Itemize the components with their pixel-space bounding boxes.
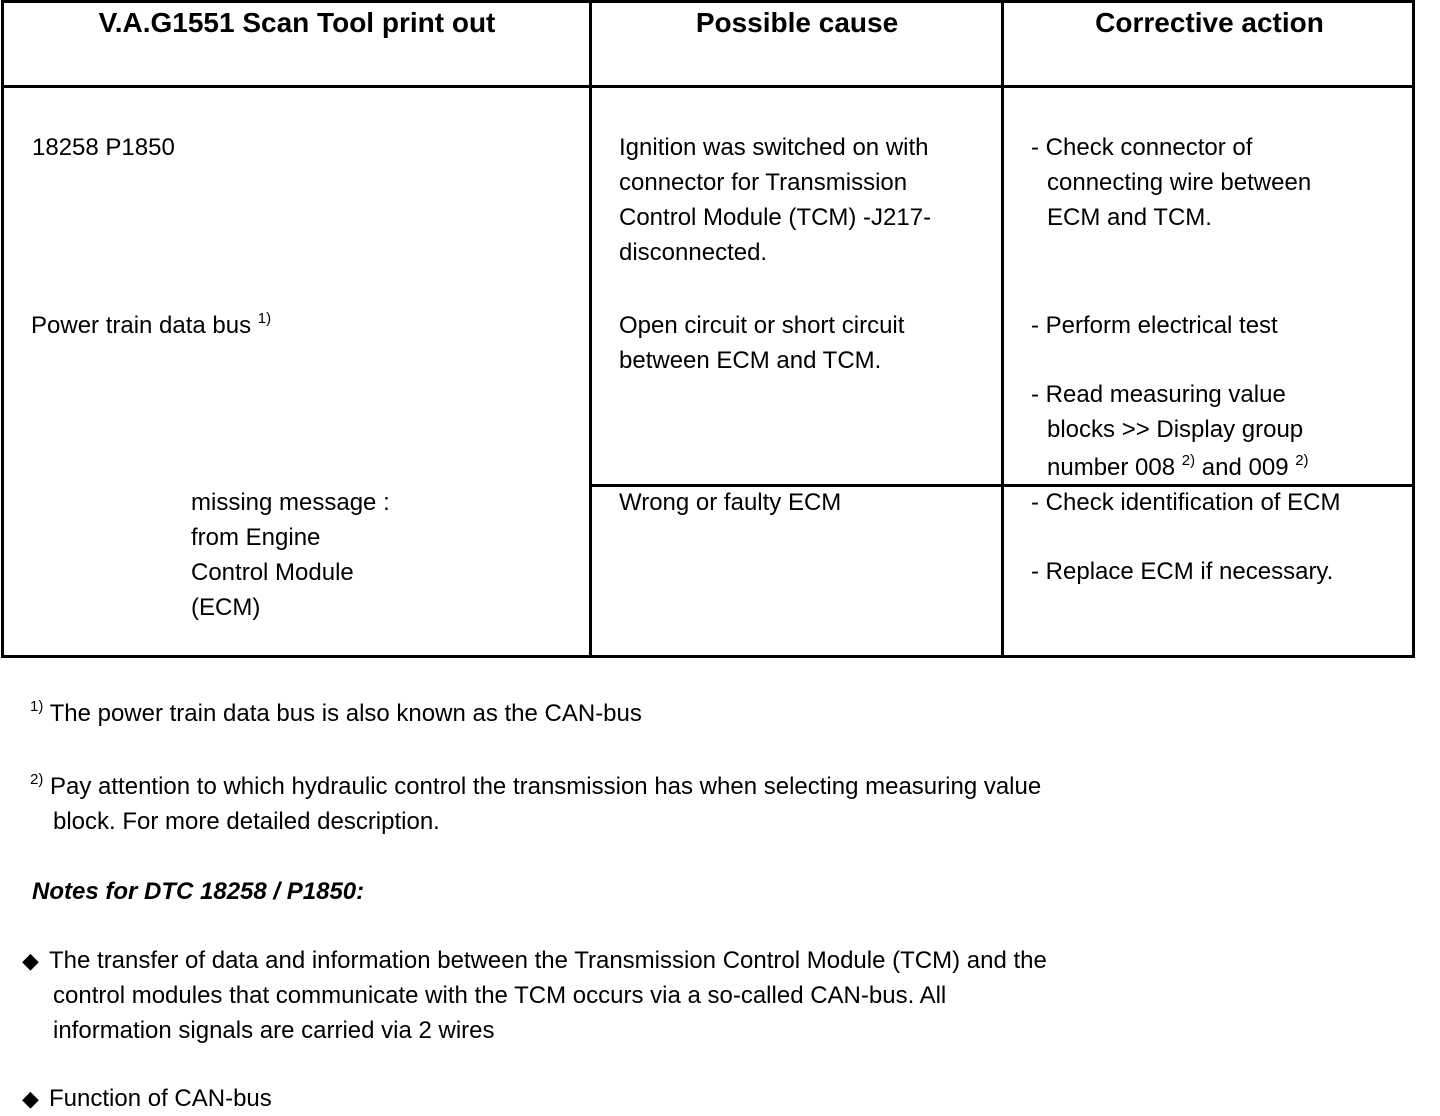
action-check-identification: - Check identification of ECM xyxy=(1031,489,1341,516)
column-divider-2 xyxy=(1001,0,1004,658)
action-read-measuring-value: - Read measuring value blocks >> Display group number 008 $^{2)}$ and 009 $^{2)}$ xyxy=(1031,381,1309,481)
header-divider xyxy=(1,85,1415,88)
diamond-bullet-icon: ◆ xyxy=(22,948,39,973)
action-replace-ecm: - Replace ECM if necessary. xyxy=(1031,558,1334,585)
cause-faulty-ecm: Wrong or faulty ECM xyxy=(619,489,842,516)
action-check-connector: - Check connector of connecting wire between ECM and TCM. xyxy=(1031,134,1312,231)
header-scan-tool: V.A.G1551 Scan Tool print out xyxy=(98,7,496,38)
header-possible-cause: Possible cause xyxy=(695,7,899,38)
action-electrical-test: - Perform electrical test xyxy=(1031,312,1278,339)
missing-message: missing message : from Engine Control Module (ECM) xyxy=(191,489,390,621)
cause-open-circuit: Open circuit or short circuit between ECM and TCM. xyxy=(619,312,905,374)
footnote-ref-1: 1) xyxy=(257,310,272,327)
power-train-data-bus-label: Power train data bus $^{1)}$ xyxy=(31,310,272,339)
note-bullet-can-bus-transfer: The transfer of data and information between the Transmission Control Module (TCM) and the control modules that communicate with the TCM occurs via a so-called CAN-bus. All information signals are carried via 2 wires xyxy=(49,947,1047,1044)
cause-ignition: Ignition was switched on with connector for Transmission Control Module (TCM) -J217- disconnected. xyxy=(619,134,932,266)
footnote-1: $^{1)}$ The power train data bus is also known as the CAN-bus xyxy=(30,698,642,727)
header-corrective-action: Corrective action xyxy=(1095,7,1324,38)
column-divider-1 xyxy=(589,0,592,658)
dtc-code: 18258 P1850 xyxy=(32,134,175,161)
footnote-2: $^{2)}$ Pay attention to which hydraulic control the transmission has when selecting measuring value block. For more detailed description. xyxy=(30,771,1042,835)
note-bullet-function-can-bus: Function of CAN-bus xyxy=(49,1085,272,1112)
diamond-bullet-icon: ◆ xyxy=(22,1086,39,1111)
notes-title: Notes for DTC 18258 / P1850: xyxy=(32,878,365,905)
